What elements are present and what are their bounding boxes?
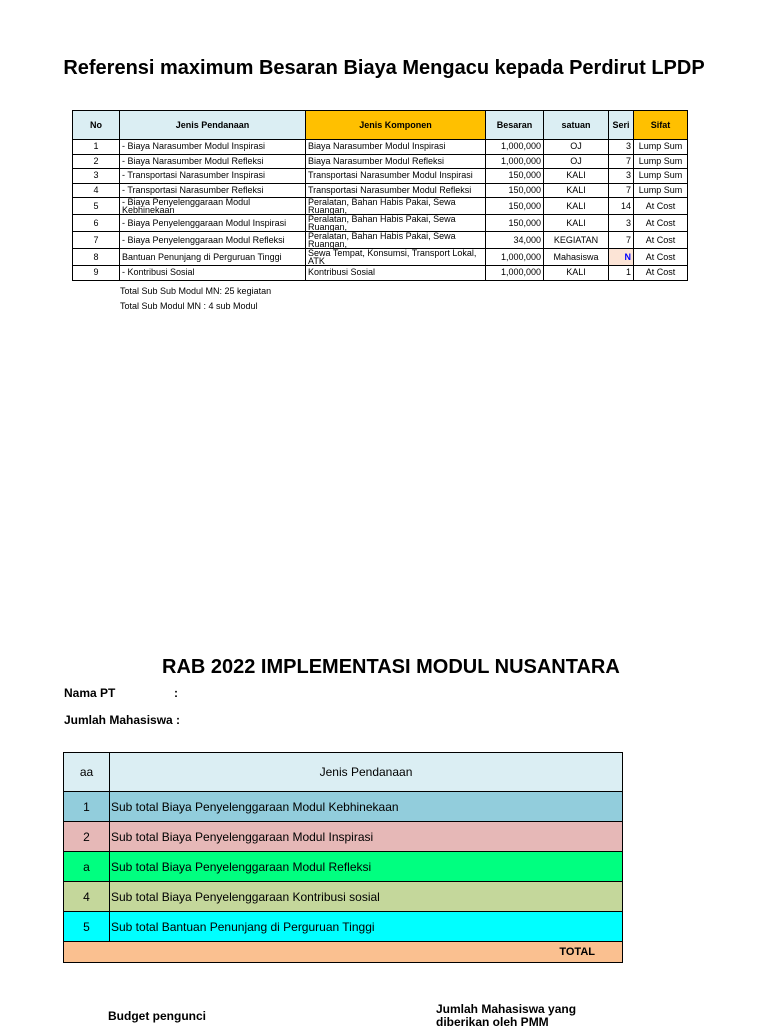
cell-jenis-komponen: Peralatan, Bahan Habis Pakai, Sewa Ruangan, [306, 232, 486, 249]
cell-sifat: At Cost [634, 215, 688, 232]
note-sub-sub-modul: Total Sub Sub Modul MN: 25 kegiatan [120, 286, 272, 296]
rab-total-row [64, 942, 623, 963]
reference-row [73, 154, 688, 169]
cell-no: 7 [73, 232, 120, 249]
rab-table-container [63, 752, 598, 958]
cell-no: 9 [73, 266, 120, 281]
rab-row [64, 852, 623, 882]
cell-sifat: At Cost [634, 232, 688, 249]
rab-header-row [64, 753, 623, 792]
cell-sifat: At Cost [634, 266, 688, 281]
rab-table [63, 752, 623, 963]
cell-satuan: KALI [544, 266, 609, 281]
rab-cell-no: 1 [64, 792, 110, 822]
nama-pt-colon: : [174, 686, 178, 700]
cell-jenis-pendanaan: - Biaya Penyelenggaraan Modul Inspirasi [120, 215, 306, 232]
cell-jenis-komponen: Transportasi Narasumber Modul Inspirasi [306, 169, 486, 184]
cell-besaran: 150,000 [486, 169, 544, 184]
header-no: No [73, 111, 120, 140]
cell-jenis-komponen: Kontribusi Sosial [306, 266, 486, 281]
cell-jenis-pendanaan: - Biaya Narasumber Modul Inspirasi [120, 140, 306, 155]
cell-sifat: At Cost [634, 249, 688, 266]
cell-besaran: 1,000,000 [486, 249, 544, 266]
rab-title: RAB 2022 IMPLEMENTASI MODUL NUSANTARA [162, 656, 620, 678]
cell-satuan: OJ [544, 140, 609, 155]
nama-pt-label: Nama PT [64, 686, 116, 700]
cell-seri: 3 [609, 140, 634, 155]
cell-sifat: Lump Sum [634, 154, 688, 169]
cell-no: 8 [73, 249, 120, 266]
cell-no: 6 [73, 215, 120, 232]
jumlah-pmm-label: Jumlah Mahasiswa yang diberikan oleh PMM [436, 1002, 577, 1029]
cell-besaran: 1,000,000 [486, 154, 544, 169]
cell-besaran: 150,000 [486, 198, 544, 215]
reference-header-row [73, 111, 688, 140]
reference-row [73, 169, 688, 184]
rab-cell-label: Sub total Biaya Penyelenggaraan Modul Kebhinekaan [110, 792, 623, 822]
header-seri: Seri [609, 111, 634, 140]
cell-besaran: 1,000,000 [486, 266, 544, 281]
reference-row [73, 232, 688, 249]
cell-seri: 14 [609, 198, 634, 215]
budget-pengunci-label: Budget pengunci [108, 1009, 206, 1023]
cell-sifat: Lump Sum [634, 140, 688, 155]
cell-sifat: Lump Sum [634, 169, 688, 184]
cell-jenis-komponen: Peralatan, Bahan Habis Pakai, Sewa Ruangan, [306, 215, 486, 232]
cell-jenis-pendanaan: - Biaya Penyelenggaraan Modul Kebhinekaan [120, 198, 306, 215]
rab-header-no: aa [64, 753, 110, 792]
cell-jenis-komponen: Biaya Narasumber Modul Refleksi [306, 154, 486, 169]
cell-no: 5 [73, 198, 120, 215]
cell-jenis-komponen: Peralatan, Bahan Habis Pakai, Sewa Ruangan, [306, 198, 486, 215]
cell-jenis-komponen: Transportasi Narasumber Modul Refleksi [306, 183, 486, 198]
cell-besaran: 34,000 [486, 232, 544, 249]
cell-jenis-komponen: Sewa Tempat, Konsumsi, Transport Lokal, ATK [306, 249, 486, 266]
rab-cell-label: Sub total Biaya Penyelenggaraan Kontribusi sosial [110, 882, 623, 912]
cell-seri: N [609, 249, 634, 266]
rab-row [64, 882, 623, 912]
cell-satuan: OJ [544, 154, 609, 169]
cell-satuan: KALI [544, 183, 609, 198]
cell-jenis-pendanaan: - Transportasi Narasumber Refleksi [120, 183, 306, 198]
jumlah-mahasiswa-label: Jumlah Mahasiswa : [64, 713, 181, 727]
cell-jenis-pendanaan: - Biaya Narasumber Modul Refleksi [120, 154, 306, 169]
cell-seri: 7 [609, 232, 634, 249]
rab-total-label: TOTAL [64, 942, 623, 963]
rab-cell-no: 4 [64, 882, 110, 912]
reference-row [73, 249, 688, 266]
rab-cell-no: 2 [64, 822, 110, 852]
cell-satuan: KALI [544, 169, 609, 184]
cell-satuan: KALI [544, 215, 609, 232]
cell-jenis-pendanaan: - Kontribusi Sosial [120, 266, 306, 281]
cell-besaran: 1,000,000 [486, 140, 544, 155]
cell-seri: 1 [609, 266, 634, 281]
cell-satuan: KALI [544, 198, 609, 215]
reference-table [72, 110, 688, 281]
cell-seri: 7 [609, 154, 634, 169]
cell-sifat: At Cost [634, 198, 688, 215]
rab-row [64, 912, 623, 942]
rab-header-jenis: Jenis Pendanaan [110, 753, 623, 792]
cell-seri: 3 [609, 169, 634, 184]
note-sub-modul: Total Sub Modul MN : 4 sub Modul [120, 301, 258, 311]
rab-row [64, 792, 623, 822]
header-besaran: Besaran [486, 111, 544, 140]
header-jenis-komponen: Jenis Komponen [306, 111, 486, 140]
reference-row [73, 183, 688, 198]
cell-satuan: KEGIATAN [544, 232, 609, 249]
reference-title: Referensi maximum Besaran Biaya Mengacu kepada Perdirut LPDP [63, 57, 705, 79]
cell-jenis-pendanaan: - Transportasi Narasumber Inspirasi [120, 169, 306, 184]
rab-cell-label: Sub total Biaya Penyelenggaraan Modul Refleksi [110, 852, 623, 882]
cell-no: 3 [73, 169, 120, 184]
reference-row [73, 198, 688, 215]
cell-no: 4 [73, 183, 120, 198]
cell-jenis-pendanaan: Bantuan Penunjang di Perguruan Tinggi [120, 249, 306, 266]
header-jenis-pendanaan: Jenis Pendanaan [120, 111, 306, 140]
reference-row [73, 140, 688, 155]
cell-no: 2 [73, 154, 120, 169]
cell-sifat: Lump Sum [634, 183, 688, 198]
cell-satuan: Mahasiswa [544, 249, 609, 266]
rab-row [64, 822, 623, 852]
cell-jenis-komponen: Biaya Narasumber Modul Inspirasi [306, 140, 486, 155]
rab-cell-label: Sub total Bantuan Penunjang di Perguruan Tinggi [110, 912, 623, 942]
cell-seri: 7 [609, 183, 634, 198]
reference-row [73, 215, 688, 232]
cell-besaran: 150,000 [486, 183, 544, 198]
cell-seri: 3 [609, 215, 634, 232]
header-satuan: satuan [544, 111, 609, 140]
rab-cell-no: a [64, 852, 110, 882]
reference-row [73, 266, 688, 281]
header-sifat: Sifat [634, 111, 688, 140]
cell-jenis-pendanaan: - Biaya Penyelenggaraan Modul Refleksi [120, 232, 306, 249]
rab-cell-no: 5 [64, 912, 110, 942]
cell-besaran: 150,000 [486, 215, 544, 232]
cell-no: 1 [73, 140, 120, 155]
rab-cell-label: Sub total Biaya Penyelenggaraan Modul Inspirasi [110, 822, 623, 852]
